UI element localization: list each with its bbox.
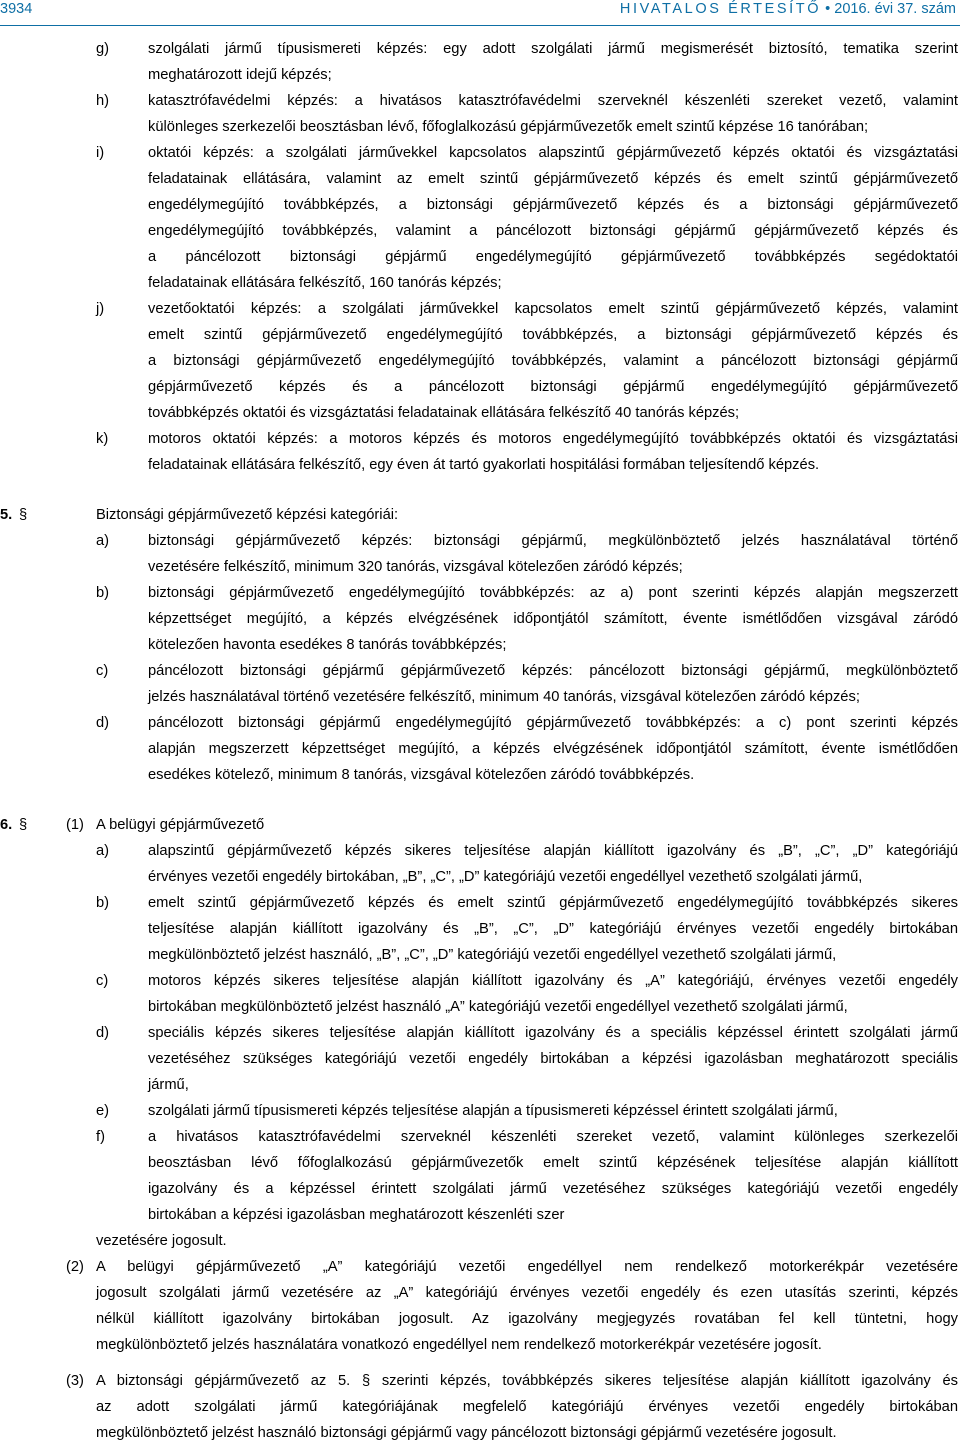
paragraph-number: (3): [66, 1373, 84, 1389]
list-item-line: katasztrófavédelmi képzés: a hivatásos katasztrófavédelmi szerveknél készenléti szereket vezető, valamint: [148, 93, 958, 109]
list-item-label: h): [96, 93, 110, 109]
section6-item-line: teljesítése alapján kiállított igazolvány és „B”, „C”, „D” kategóriájú érvényes vezetői engedély birtokában: [148, 921, 958, 937]
section-sign: §: [19, 507, 28, 523]
section6-item-line: emelt szintű gépjárművezető képzés és emelt szintű gépjárművezető engedélymegújító továbbképzés sikeres: [148, 895, 958, 911]
list-item-line: engedélymegújító továbbképzés, valamint a páncélozott biztonsági gépjármű gépjárművezető képzés és: [148, 223, 958, 239]
list-item-label: j): [96, 301, 105, 317]
issue-label: 2016. évi 37. szám: [834, 1, 956, 17]
section6-item-line: alapszintű gépjárművezető képzés sikeres teljesítése alapján kiállított igazolvány és „B”, „C”, „D” kategóriájú: [148, 843, 958, 859]
section6-item-line: szolgálati jármű típusismereti képzés teljesítése alapján a típusismereti képzéssel érintett szolgálati jármű,: [148, 1103, 838, 1119]
section6-item-line: jármű,: [148, 1077, 189, 1093]
list-item-line: feladatainak ellátására, valamint az emelt szintű gépjárművezető képzés és emelt szintű gépjárművezető: [148, 171, 958, 187]
section5-item-label: a): [96, 533, 110, 549]
section6-item-label: a): [96, 843, 110, 859]
list-item-label: k): [96, 431, 109, 447]
list-item-line: oktatói képzés: a szolgálati járművekkel kapcsolatos alapszintű gépjárművezető képzés oktatói és vizsgáztatási: [148, 145, 958, 161]
section5-item-line: jelzés használatával történő vezetésére felkészítő, minimum 40 tanórás, vizsgával kötelezően záródó képzés;: [148, 689, 860, 705]
paragraph-number: (2): [66, 1259, 84, 1275]
list-item-line: motoros oktatói képzés: a motoros képzés és motoros engedélymegújító továbbképzés oktatói és vizsgáztatási: [148, 431, 958, 447]
paragraph-3-line: az adott szolgálati jármű kategóriájának megfelelő kategóriájú érvényes vezetői engedély birtokában: [96, 1399, 958, 1415]
paragraph-2-line: jogosult szolgálati jármű vezetésére az „A” kategóriájú érvényes vezetői engedély és ezen utasítás szerinti, képzés: [96, 1285, 958, 1301]
paragraph-2-line: nélkül kiállított igazolvány birtokában jogosult. Az igazolvány megjegyzés rovatában fel kell tüntetni, hogy: [96, 1311, 958, 1327]
section6-item-line: a hivatásos katasztrófavédelmi szerveknél készenléti szereket vezető, valamint különleges szerkezelői: [148, 1129, 958, 1145]
section6-item-line: vezetéséhez szükséges kategóriájú vezetői engedély birtokában a képzési igazolásban meghatározott speciális: [148, 1051, 958, 1067]
list-item-line: feladatainak ellátására felkészítő, egy éven át tartó gyakorlati hospitálási formában teljesítendő képzés.: [148, 457, 820, 473]
paragraph-intro: A belügyi gépjárművezető: [96, 817, 265, 833]
page-number: 3934: [0, 1, 33, 17]
header-rule: [0, 25, 960, 26]
section5-item-line: esedékes kötelező, minimum 8 tanórás, vizsgával kötelezően záródó továbbképzés.: [148, 767, 695, 783]
list-item-line: a biztonsági gépjárművezető engedélymegújító továbbképzés, valamint a páncélozott biztonsági gépjármű: [148, 353, 958, 369]
section6-item-line: érvényes vezetői engedély birtokában, „B”, „C”, „D” kategóriájú vezetői engedéllyel vezethető szolgálati jármű,: [148, 869, 863, 885]
section6-item-line: igazolvány és a képzéssel érintett szolgálati jármű vezetéséhez szükséges kategóriájú vezetői engedély: [148, 1181, 958, 1197]
section-title: Biztonsági gépjárművezető képzési kategóriái:: [96, 507, 399, 523]
section6-item-line: birtokában megkülönböztető jelzést használó „A” kategóriájú vezetői engedéllyel vezethető szolgálati jármű,: [148, 999, 848, 1015]
section-sign: §: [19, 817, 28, 833]
section5-item-line: páncélozott biztonsági gépjármű gépjárművezető képzés: páncélozott biztonsági gépjármű, megkülönböztető: [148, 663, 958, 679]
section6-item-line: beosztásban lévő főfoglalkozású gépjárművezetők emelt szintű képzésének teljesítése alapján kiállított: [148, 1155, 958, 1171]
section5-item-label: b): [96, 585, 110, 601]
section6-item-label: f): [96, 1129, 105, 1145]
paragraph-number: (1): [66, 817, 84, 833]
section5-item-line: biztonsági gépjárművezető engedélymegújító továbbképzés: az a) pont szerinti képzés alapján megszerzett: [148, 585, 958, 601]
bullet-separator: •: [825, 1, 831, 17]
paragraph-2-line: A belügyi gépjárművezető „A” kategóriájú vezetői engedéllyel nem rendelkező motorkerékpár vezetésére: [96, 1259, 958, 1275]
section6-item-label: d): [96, 1025, 110, 1041]
list-item-line: a páncélozott biztonsági gépjármű engedélymegújító gépjárművezető továbbképzés segédoktatói: [148, 249, 958, 265]
section5-item-line: képzettséget megújító, a képzés elvégzésének időpontjától számított, évente ismétlődően vizsgával záródó: [148, 611, 958, 627]
list-item-line: emelt szintű gépjárművezető engedélymegújító továbbképzés, a biztonsági gépjárművezető képzés és: [148, 327, 958, 343]
section5-item-line: vezetésére felkészítő, minimum 320 tanórás, vizsgával kötelezően záródó képzés;: [148, 559, 683, 575]
section5-item-line: páncélozott biztonsági gépjármű engedélymegújító gépjárművezető továbbképzés: a c) pont szerinti képzés: [148, 715, 958, 731]
section5-item-label: d): [96, 715, 110, 731]
list-item-line: engedélymegújító továbbképzés, a biztonsági gépjárművezető képzés és a biztonsági gépjárművezető: [148, 197, 958, 213]
list-item-line: vezetőoktatói képzés: a szolgálati járművekkel kapcsolatos emelt szintű gépjárművezető képzés, valamint: [148, 301, 958, 317]
list-item-line: szolgálati jármű típusismereti képzés: egy adott szolgálati jármű megismerését biztosító, tematika szerint: [148, 41, 958, 57]
section6-item-line: megkülönböztető jelzést használó, „B”, „C”, „D” kategóriájú vezetői engedéllyel vezethető szolgálati jármű,: [148, 947, 837, 963]
section6-item-line: birtokában a képzési igazolásban meghatározott készenléti szer: [148, 1207, 565, 1223]
paragraph-3-line: megkülönböztető jelzést használó biztonsági gépjármű vagy páncélozott biztonsági gépjármű vezetésére jogosult.: [96, 1425, 837, 1441]
section6-item-label: b): [96, 895, 110, 911]
list-item-line: meghatározott idejű képzés;: [148, 67, 332, 83]
section-number: 5.: [0, 507, 13, 523]
paragraph-2-line: megkülönböztető jelzés használatára vonatkozó engedéllyel nem rendelkező motorkerékpár vezetésére jogosít.: [96, 1337, 822, 1353]
list-item-line: különleges szerkezelői beosztásban lévő, főfoglalkozású gépjárművezetők emelt szintű képzése 16 tanórában;: [148, 119, 869, 135]
section5-item-line: kötelezően havonta esedékes 8 tanórás továbbképzés;: [148, 637, 507, 653]
list-item-line: feladatainak ellátására felkészítő, 160 tanórás képzés;: [148, 275, 502, 291]
section-number: 6.: [0, 817, 13, 833]
page-header: [0, 0, 960, 30]
journal-title: HIVATALOS ÉRTESÍTŐ: [619, 1, 822, 17]
section5-item-line: biztonsági gépjárművezető képzés: biztonsági gépjármű, megkülönböztető jelzés használatával történő: [148, 533, 958, 549]
section6-item-line: motoros képzés sikeres teljesítése alapján kiállított igazolvány és „A” kategóriájú, érvényes vezetői engedély: [148, 973, 958, 989]
list-item-line: gépjárművezető képzés és a páncélozott biztonsági gépjármű engedélymegújító gépjárművezető: [148, 379, 958, 395]
list-item-label: i): [96, 145, 105, 161]
section6-item-line: speciális képzés sikeres teljesítése alapján kiállított igazolvány és a speciális képzéssel érintett szolgálati jármű: [148, 1025, 958, 1041]
list-item-label: g): [96, 41, 110, 57]
section5-item-label: c): [96, 663, 109, 679]
journal-header: [620, 1, 956, 17]
section6-item-label: c): [96, 973, 109, 989]
section5-item-line: alapján megszerzett képzettséget megújító, a képzés elvégzésének időpontjától számított, évente ismétlődően: [148, 741, 958, 757]
list-item-line: továbbképzés oktatói és vizsgáztatási feladatainak ellátására felkészítő 40 tanórás képzés;: [148, 405, 740, 421]
paragraph-3-line: A biztonsági gépjárművezető az 5. § szerinti képzés, továbbképzés sikeres teljesítése alapján kiállított igazolvány és: [96, 1373, 958, 1389]
section6-item-label: e): [96, 1103, 110, 1119]
paragraph-closing: vezetésére jogosult.: [96, 1233, 227, 1249]
